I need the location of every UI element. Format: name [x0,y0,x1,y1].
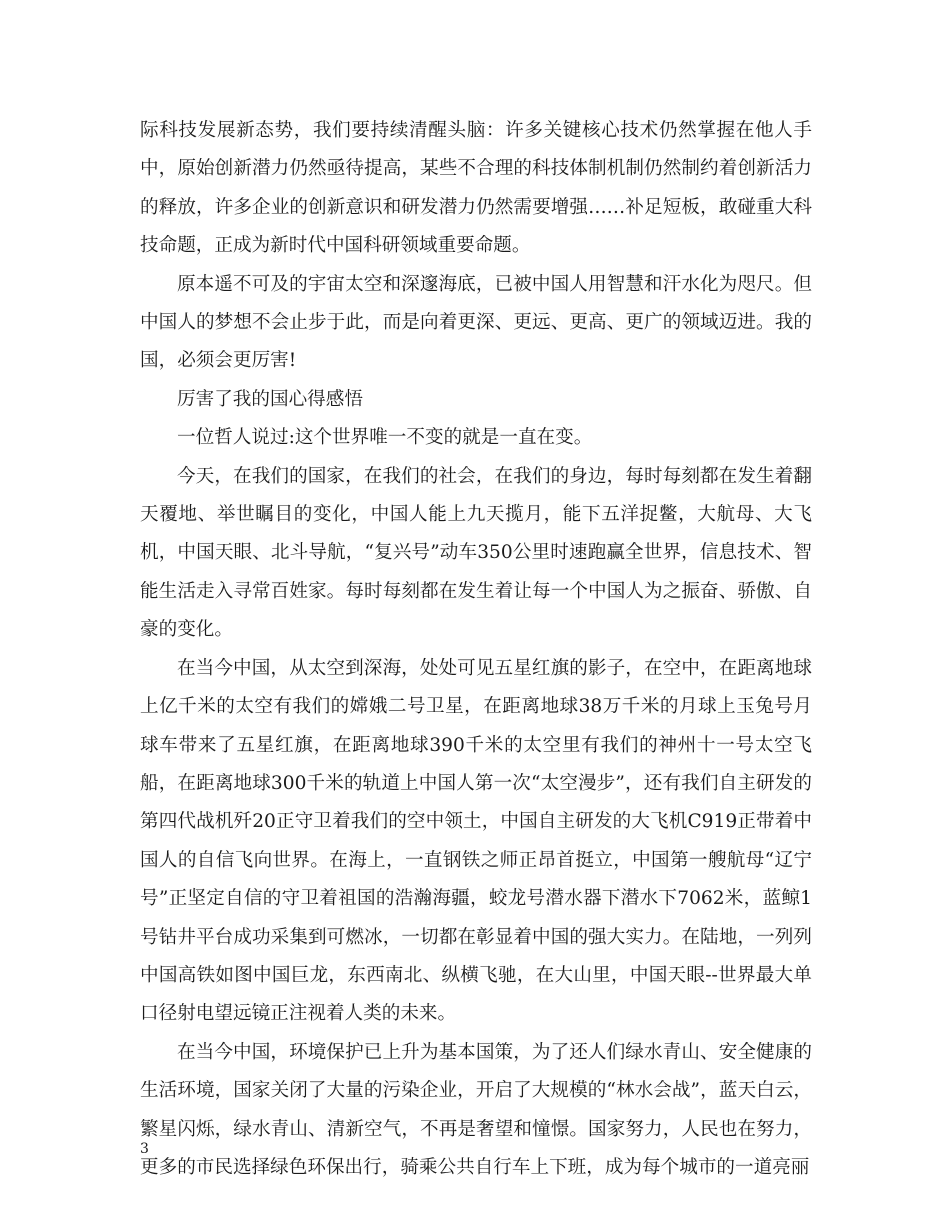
paragraph-4: 在当今中国，从太空到深海，处处可见五星红旗的影子，在空中，在距离地球上亿千米的太空有我们的嫦娥二号卫星，在距离地球38万千米的月球上玉兔号月球车带来了五星红旗，在距离地球390千米的太空里有我们的神州十一号太空飞船，在距离地球300千米的轨道上中国人第一次“太空漫步”，还有我们自主研发的第四代战机歼20正守卫着我们的空中领土，中国自主研发的大飞机C919正带着中国人的自信飞向世界。在海上，一直钢铁之师正昂首挺立，中国第一艘航母“辽宁号”正坚定自信的守卫着祖国的浩瀚海疆，蛟龙号潜水器下潜水下7062米，蓝鲸1号钻井平台成功采集到可燃冰，一切都在彰显着中国的强大实力。在陆地，一列列中国高铁如图中国巨龙，东西南北、纵横飞驰，在大山里，中国天眼--世界最大单口径射电望远镜正注视着人类的未来。 [140,657,812,1025]
section-heading: 厉害了我的国心得感悟 [177,388,363,410]
paragraph-2: 原本遥不可及的宇宙太空和深邃海底，已被中国人用智慧和汗水化为咫尺。但中国人的梦想不会止步于此，而是向着更深、更远、更高、更广的领域迈进。我的国，必须会更厉害! [140,273,812,372]
paragraph-3: 今天，在我们的国家，在我们的社会，在我们的身边，每时每刻都在发生着翻天覆地、举世瞩目的变化，中国人能上九天揽月，能下五洋捉鳖，大航母、大飞机，中国天眼、北斗导航，“复兴号”动车350公里时速跑赢全世界，信息技术、智能生活走入寻常百姓家。每时每刻都在发生着让每一个中国人为之振奋、骄傲、自豪的变化。 [140,465,812,641]
page-number: 3 [140,1141,149,1157]
paragraph-1: 际科技发展新态势，我们要持续清醒头脑：许多关键核心技术仍然掌握在他人手中，原始创新潜力仍然亟待提高，某些不合理的科技体制机制仍然制约着创新活力的释放，许多企业的创新意识和研发潜力仍然需要增强……补足短板，敢碰重大科技命题，正成为新时代中国科研领域重要命题。 [140,120,812,257]
paragraph-quote: 一位哲人说过:这个世界唯一不变的就是一直在变。 [177,427,593,449]
body-text [140,112,812,1187]
paragraph-5: 在当今中国，环境保护已上升为基本国策，为了还人们绿水青山、安全健康的生活环境，国家关闭了大量的污染企业，开启了大规模的“林水会战”，蓝天白云，繁星闪烁，绿水青山、清新空气，不再是奢望和憧憬。国家努力，人民也在努力，更多的市民选择绿色环保出行，骑乘公共自行车上下班，成为每个城市的一道亮丽 [140,1041,812,1178]
